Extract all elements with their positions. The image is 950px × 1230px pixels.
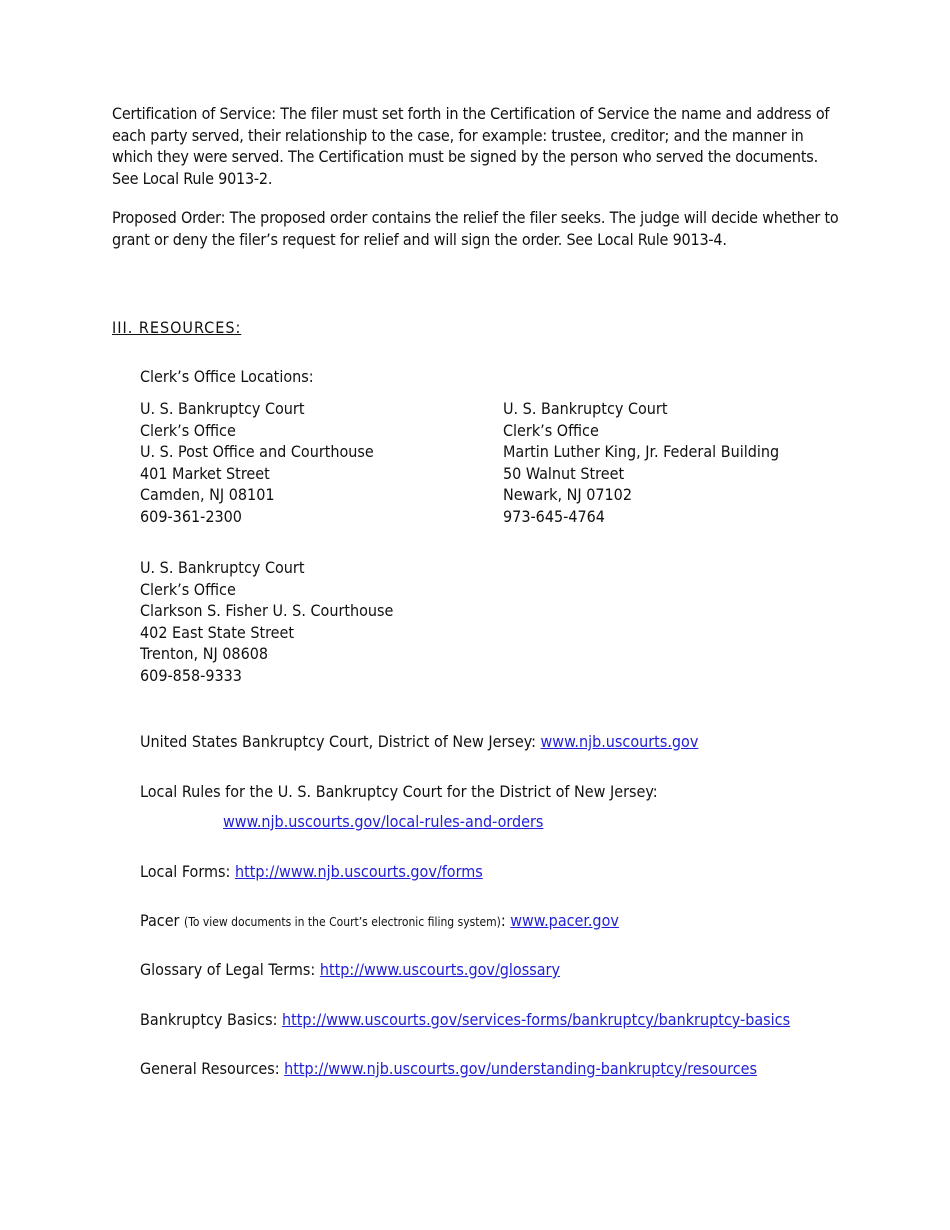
certification-text: The filer must set forth in the Certification of Service the name and address of each party served, their relationship to the case, for example: trustee, creditor; and the manner in which they were served. The Certification must be signed by the person who served the documents. See Local Rule 9013-2.: [112, 104, 830, 188]
address-line: U. S. Bankruptcy Court: [503, 399, 668, 418]
resource-bankruptcy-basics: [140, 1010, 790, 1029]
address-line: Clerk’s Office: [140, 420, 236, 440]
resource-label: Glossary of Legal Terms:: [140, 960, 320, 979]
address-line: 402 East State Street: [140, 622, 295, 642]
address-line: Clerk’s Office: [503, 420, 599, 440]
bankruptcy-basics-link[interactable]: http://www.uscourts.gov/services-forms/bankruptcy/bankruptcy-basics: [282, 1010, 791, 1029]
glossary-link[interactable]: http://www.uscourts.gov/glossary: [319, 960, 560, 979]
address-line: Clerk’s Office: [140, 579, 236, 599]
resource-label: General Resources:: [140, 1059, 285, 1078]
resource-local-rules-link-row: [223, 812, 543, 831]
address-line: Martin Luther King, Jr. Federal Building: [503, 442, 780, 461]
certification-paragraph: [112, 103, 842, 189]
resource-court: [140, 732, 698, 751]
pacer-colon: :: [500, 911, 511, 930]
resource-general: [140, 1059, 757, 1078]
resource-label: United States Bankruptcy Court, District of New Jersey:: [140, 732, 541, 751]
trenton-office-address: [140, 557, 393, 686]
resource-local-forms: [140, 862, 483, 881]
camden-office-address: [140, 398, 374, 527]
locations-title: Clerk’s Office Locations:: [140, 367, 314, 386]
resources-heading: III. RESOURCES:: [112, 318, 242, 337]
resource-pacer: [140, 911, 619, 930]
local-forms-link[interactable]: http://www.njb.uscourts.gov/forms: [234, 862, 483, 881]
address-line: Trenton, NJ 08608: [140, 644, 269, 663]
newark-office-address: [503, 398, 779, 527]
resource-glossary: [140, 960, 560, 979]
proposed-order-label: Proposed Order:: [112, 208, 226, 227]
address-line: 50 Walnut Street: [503, 463, 625, 483]
resource-label: Bankruptcy Basics:: [140, 1010, 283, 1029]
address-line: Camden, NJ 08101: [140, 485, 275, 504]
general-resources-link[interactable]: http://www.njb.uscourts.gov/understanding-bankruptcy/resources: [284, 1059, 757, 1078]
proposed-order-paragraph: [112, 207, 842, 250]
phone-number: 609-361-2300: [140, 506, 242, 526]
phone-number: 609-858-9333: [140, 665, 242, 685]
resource-label: Pacer: [140, 911, 185, 930]
pacer-link[interactable]: www.pacer.gov: [510, 911, 619, 930]
proposed-order-text: The proposed order contains the relief the filer seeks. The judge will decide whether to grant or deny the filer’s request for relief and will sign the order. See Local Rule 9013-4.: [112, 208, 839, 249]
address-line: 401 Market Street: [140, 463, 270, 483]
address-line: U. S. Post Office and Courthouse: [140, 442, 374, 461]
address-line: Newark, NJ 07102: [503, 485, 632, 504]
certification-label: Certification of Service:: [112, 104, 276, 123]
resource-label: Local Rules for the U. S. Bankruptcy Court for the District of New Jersey:: [140, 782, 658, 801]
address-line: U. S. Bankruptcy Court: [140, 399, 305, 418]
local-rules-link[interactable]: www.njb.uscourts.gov/local-rules-and-orders: [223, 812, 544, 831]
pacer-note: (To view documents in the Court’s electronic filing system): [184, 915, 501, 929]
address-line: Clarkson S. Fisher U. S. Courthouse: [140, 601, 394, 620]
resource-local-rules: [140, 782, 658, 801]
phone-number: 973-645-4764: [503, 506, 605, 526]
resource-label: Local Forms:: [140, 862, 235, 881]
address-line: U. S. Bankruptcy Court: [140, 558, 305, 577]
court-website-link[interactable]: www.njb.uscourts.gov: [540, 732, 699, 751]
